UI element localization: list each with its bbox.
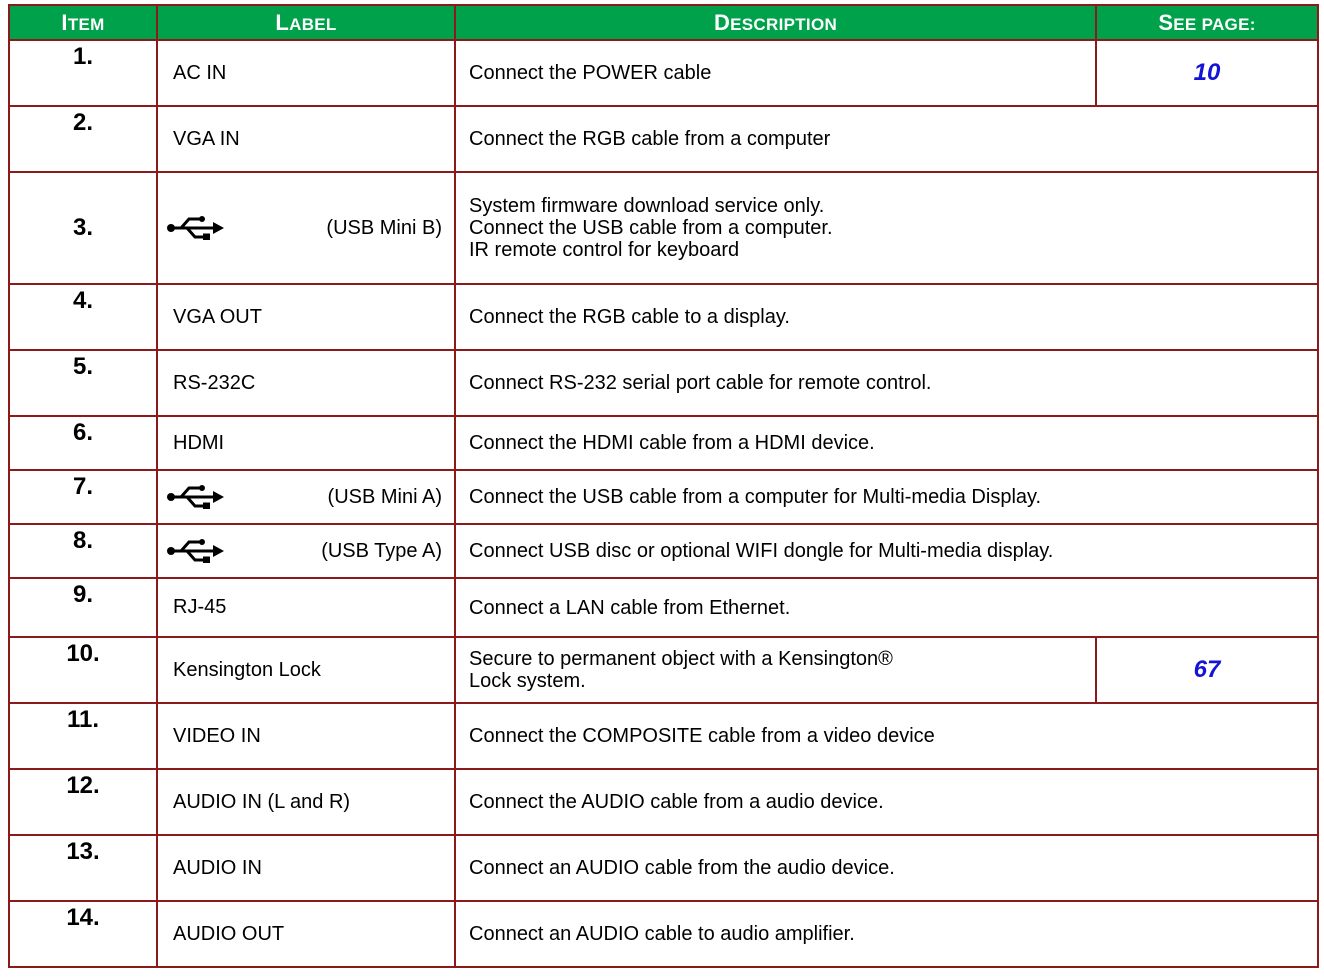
item-number: 2.: [9, 106, 157, 172]
header-see-page: SEE PAGE:: [1096, 5, 1318, 40]
page-link[interactable]: 67: [1096, 637, 1318, 703]
item-number: 7.: [9, 470, 157, 524]
item-number: 3.: [9, 172, 157, 284]
table-row: [9, 769, 1318, 835]
usb-icon: [167, 485, 225, 509]
row-label: VGA OUT: [157, 284, 455, 350]
table-row: [9, 578, 1318, 637]
item-number: 6.: [9, 416, 157, 470]
item-number: 13.: [9, 835, 157, 901]
table-row: [9, 524, 1318, 578]
row-label: RS-232C: [157, 350, 455, 416]
table-row: [9, 637, 1318, 703]
row-label-cell: [157, 470, 455, 524]
row-label-cell: [157, 172, 455, 284]
item-number: 5.: [9, 350, 157, 416]
row-description: [455, 637, 1096, 703]
item-number: 10.: [9, 637, 157, 703]
item-number: 11.: [9, 703, 157, 769]
table-row: [9, 284, 1318, 350]
row-label: AUDIO IN: [157, 835, 455, 901]
row-label: VGA IN: [157, 106, 455, 172]
usb-icon: [167, 539, 225, 563]
table-row: [9, 901, 1318, 967]
row-label: (USB Type A): [321, 539, 442, 562]
description-line: Lock system.: [469, 670, 586, 692]
row-description: Connect a LAN cable from Ethernet.: [455, 578, 1318, 637]
row-description: Connect the USB cable from a computer for Multi-media Display.: [455, 470, 1318, 524]
row-description: Connect the RGB cable from a computer: [455, 106, 1318, 172]
row-label: (USB Mini A): [327, 485, 442, 508]
row-description: Connect an AUDIO cable to audio amplifier.: [455, 901, 1318, 967]
row-description: Connect the COMPOSITE cable from a video device: [455, 703, 1318, 769]
table-row: [9, 106, 1318, 172]
table-row: [9, 416, 1318, 470]
page-link[interactable]: 10: [1096, 40, 1318, 106]
row-label: HDMI: [157, 416, 455, 470]
table-row: [9, 40, 1318, 106]
row-description: Connect an AUDIO cable from the audio device.: [455, 835, 1318, 901]
row-label-cell: [157, 524, 455, 578]
row-label: RJ-45: [157, 578, 455, 637]
header-description: DESCRIPTION: [455, 5, 1096, 40]
row-description: Connect the HDMI cable from a HDMI device.: [455, 416, 1318, 470]
usb-icon: [167, 216, 225, 240]
header-row: [9, 5, 1318, 40]
item-number: 14.: [9, 901, 157, 967]
item-number: 1.: [9, 40, 157, 106]
description-line: Secure to permanent object with a Kensington®: [469, 648, 893, 670]
item-number: 8.: [9, 524, 157, 578]
connector-table: [8, 4, 1319, 968]
row-label: VIDEO IN: [157, 703, 455, 769]
description-line: System firmware download service only.: [469, 195, 825, 217]
row-description: Connect the AUDIO cable from a audio device.: [455, 769, 1318, 835]
table-row: [9, 172, 1318, 284]
item-number: 4.: [9, 284, 157, 350]
row-description: Connect RS-232 serial port cable for remote control.: [455, 350, 1318, 416]
row-description: [455, 172, 1318, 284]
row-description: Connect the RGB cable to a display.: [455, 284, 1318, 350]
header-label: LABEL: [157, 5, 455, 40]
row-description: Connect USB disc or optional WIFI dongle for Multi-media display.: [455, 524, 1318, 578]
table-row: [9, 703, 1318, 769]
description-line: IR remote control for keyboard: [469, 239, 740, 261]
header-item: ITEM: [9, 5, 157, 40]
table-row: [9, 350, 1318, 416]
item-number: 9.: [9, 578, 157, 637]
table-row: [9, 470, 1318, 524]
table-row: [9, 835, 1318, 901]
row-label: AC IN: [157, 40, 455, 106]
row-label: AUDIO IN (L and R): [157, 769, 455, 835]
row-label: (USB Mini B): [326, 216, 442, 239]
row-label: AUDIO OUT: [157, 901, 455, 967]
row-label: Kensington Lock: [157, 637, 455, 703]
row-description: Connect the POWER cable: [455, 40, 1096, 106]
description-line: Connect the USB cable from a computer.: [469, 217, 833, 239]
item-number: 12.: [9, 769, 157, 835]
